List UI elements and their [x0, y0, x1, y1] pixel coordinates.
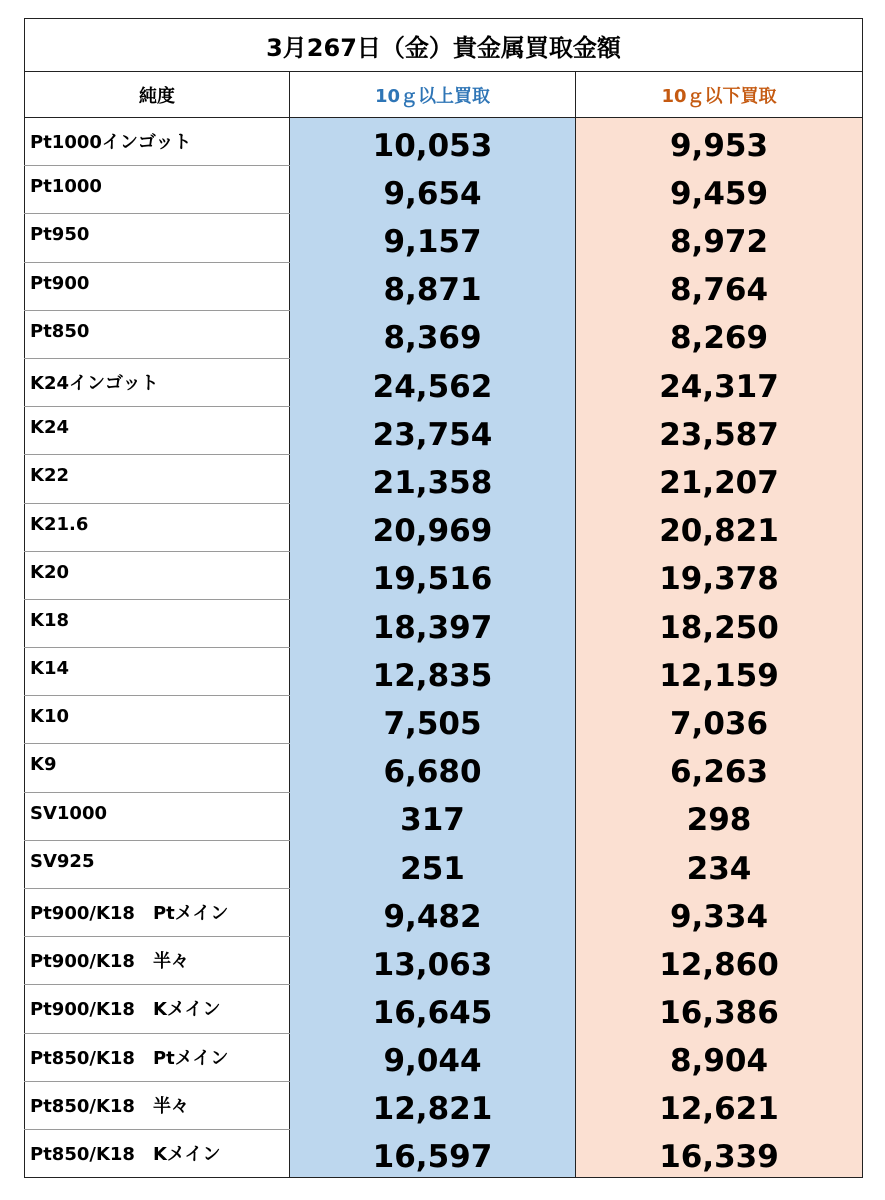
purity-cell: K18	[25, 599, 290, 647]
above-price-cell: 317	[290, 792, 576, 840]
above-price-cell: 251	[290, 840, 576, 888]
table-row	[25, 1033, 863, 1081]
purity-cell: Pt900/K18 Kメイン	[25, 985, 290, 1033]
purity-cell: K24インゴット	[25, 358, 290, 406]
below-price-cell: 16,339	[576, 1129, 863, 1177]
above-price-cell: 13,063	[290, 937, 576, 985]
above-price-cell: 7,505	[290, 696, 576, 744]
purity-cell: Pt900	[25, 262, 290, 310]
purity-cell: Pt1000	[25, 166, 290, 214]
table-row	[25, 455, 863, 503]
above-price-cell: 20,969	[290, 503, 576, 551]
table-row	[25, 214, 863, 262]
purity-cell: K10	[25, 696, 290, 744]
below-price-cell: 18,250	[576, 599, 863, 647]
above-price-cell: 19,516	[290, 551, 576, 599]
above-price-cell: 8,369	[290, 310, 576, 358]
purity-cell: K9	[25, 744, 290, 792]
above-price-cell: 8,871	[290, 262, 576, 310]
below-price-cell: 16,386	[576, 985, 863, 1033]
above-price-cell: 12,821	[290, 1081, 576, 1129]
below-price-cell: 21,207	[576, 455, 863, 503]
page-title: 3月267日（金）貴金属買取金額	[25, 19, 863, 72]
above-price-cell: 12,835	[290, 648, 576, 696]
below-price-cell: 7,036	[576, 696, 863, 744]
above-price-cell: 16,645	[290, 985, 576, 1033]
above-price-cell: 10,053	[290, 118, 576, 166]
purity-cell: Pt850/K18 半々	[25, 1081, 290, 1129]
table-row	[25, 358, 863, 406]
purity-cell: Pt900/K18 半々	[25, 937, 290, 985]
below-price-cell: 6,263	[576, 744, 863, 792]
above-price-cell: 9,044	[290, 1033, 576, 1081]
table-row	[25, 599, 863, 647]
above-price-cell: 9,157	[290, 214, 576, 262]
table-row	[25, 166, 863, 214]
below-price-cell: 298	[576, 792, 863, 840]
below-price-cell: 234	[576, 840, 863, 888]
below-price-cell: 8,972	[576, 214, 863, 262]
table-row	[25, 648, 863, 696]
purity-cell: Pt1000インゴット	[25, 118, 290, 166]
table-row	[25, 407, 863, 455]
purity-cell: K14	[25, 648, 290, 696]
table-row	[25, 118, 863, 166]
purity-cell: K22	[25, 455, 290, 503]
above-price-cell: 9,654	[290, 166, 576, 214]
below-price-cell: 8,269	[576, 310, 863, 358]
above-price-cell: 23,754	[290, 407, 576, 455]
table-row	[25, 1129, 863, 1177]
below-price-cell: 8,764	[576, 262, 863, 310]
below-price-cell: 9,953	[576, 118, 863, 166]
purity-cell: Pt850/K18 Kメイン	[25, 1129, 290, 1177]
table-row	[25, 1081, 863, 1129]
table-row	[25, 985, 863, 1033]
above-price-cell: 24,562	[290, 358, 576, 406]
table-row	[25, 889, 863, 937]
table-row	[25, 696, 863, 744]
purity-cell: Pt900/K18 Ptメイン	[25, 889, 290, 937]
below-price-cell: 12,860	[576, 937, 863, 985]
below-price-cell: 24,317	[576, 358, 863, 406]
table-row	[25, 792, 863, 840]
purity-cell: Pt950	[25, 214, 290, 262]
price-rows	[25, 118, 863, 1178]
price-table	[24, 18, 863, 1178]
table-row	[25, 503, 863, 551]
below-price-cell: 9,334	[576, 889, 863, 937]
above-price-cell: 18,397	[290, 599, 576, 647]
below-price-cell: 12,621	[576, 1081, 863, 1129]
purity-cell: K20	[25, 551, 290, 599]
purity-cell: K21.6	[25, 503, 290, 551]
above-price-cell: 21,358	[290, 455, 576, 503]
below-price-cell: 20,821	[576, 503, 863, 551]
below-price-cell: 9,459	[576, 166, 863, 214]
purity-cell: SV925	[25, 840, 290, 888]
table-row	[25, 551, 863, 599]
table-row	[25, 840, 863, 888]
table-row	[25, 310, 863, 358]
below-10g-header: 10ｇ以下買取	[576, 72, 863, 118]
table-row	[25, 744, 863, 792]
above-10g-header: 10ｇ以上買取	[290, 72, 576, 118]
table-row	[25, 937, 863, 985]
above-price-cell: 9,482	[290, 889, 576, 937]
purity-header: 純度	[25, 72, 290, 118]
purity-cell: K24	[25, 407, 290, 455]
above-price-cell: 16,597	[290, 1129, 576, 1177]
purity-cell: Pt850	[25, 310, 290, 358]
table-row	[25, 262, 863, 310]
below-price-cell: 23,587	[576, 407, 863, 455]
below-price-cell: 19,378	[576, 551, 863, 599]
below-price-cell: 12,159	[576, 648, 863, 696]
below-price-cell: 8,904	[576, 1033, 863, 1081]
above-price-cell: 6,680	[290, 744, 576, 792]
purity-cell: SV1000	[25, 792, 290, 840]
purity-cell: Pt850/K18 Ptメイン	[25, 1033, 290, 1081]
